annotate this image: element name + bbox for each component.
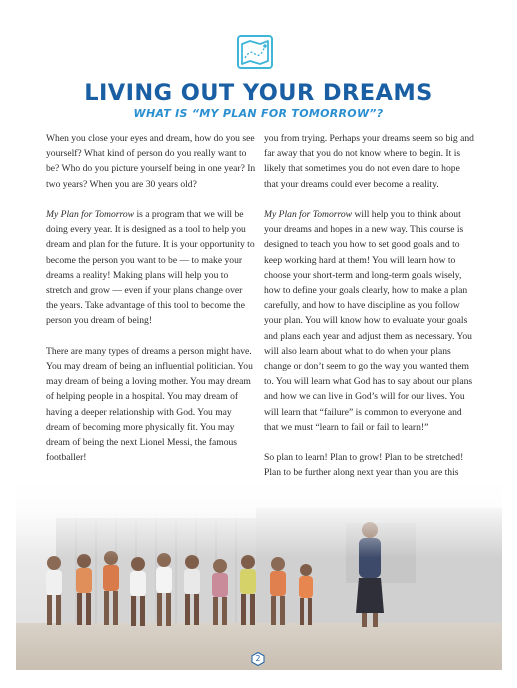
right-column xyxy=(264,131,476,511)
page-title: LIVING OUT YOUR DREAMS xyxy=(84,80,433,106)
right-paragraph-3: So plan to learn! Plan to grow! Plan to be stretched! Plan to be further along next year than you are this xyxy=(264,452,464,479)
children-photo xyxy=(16,478,502,670)
right-paragraph-2 xyxy=(264,207,476,435)
right-paragraph-2-text: will help you to think about your dreams and hopes in a new way. This course is designed to teach you how to set good goals and to keep working hard at them! You will learn how to choose your short-term and long-term goals wisely, how to define your goals clearly, how to make a plan carefully, and how to have discipline as you follow your plan. You will know how to evaluate your goals and plans each year and adjust them as necessary. You will also learn about what to do when your plans change or don’t seem to go the way you wanted them to. You will learn what God has to say about our plans and how we can live in God’s will for our lives. You will learn that “failure” is common to everyone and that we must “learn to fail or fail to learn!” xyxy=(264,209,473,433)
page-number: 2 xyxy=(255,654,261,663)
left-column xyxy=(46,131,256,526)
left-paragraph-2-text: is a program that we will be doing every year. It is designed as a tool to help you dream and plan for the future. It is your opportunity to become the person you want to be — to make your dreams a reality! Making plans will help you to stretch and grow — even if your plans change over the years. Take advantage of this tool to become the person you dream of being! xyxy=(46,209,255,327)
program-name: My Plan for Tomorrow xyxy=(46,209,135,220)
right-paragraph-1: you from trying. Perhaps your dreams seem so big and far away that you do not know where to begin. It is likely that sometimes you do not even dare to hope that your dreams could ever become a reality. xyxy=(264,133,474,190)
program-name: My Plan for Tomorrow xyxy=(264,209,353,220)
page-subtitle: WHAT IS “MY PLAN FOR TOMORROW”? xyxy=(133,107,384,120)
photo-fade xyxy=(16,478,502,558)
map-icon xyxy=(236,34,274,70)
left-paragraph-1: When you close your eyes and dream, how do you see yourself? What kind of person do you really want to be? Who do you picture yourself being in one year? In two years? When you are 30 years old? xyxy=(46,133,256,190)
left-paragraph-3: There are many types of dreams a person might have. You may dream of being an influential politician. You may dream of being a loving mother. You may dream of helping people in a hospital. You may dream of having a deeper relationship with God. You may dream of becoming more physically fit. You may dream of being the next Lionel Messi, the famous footballer! xyxy=(46,345,253,464)
page-number-badge xyxy=(251,652,265,666)
left-paragraph-2 xyxy=(46,207,256,329)
